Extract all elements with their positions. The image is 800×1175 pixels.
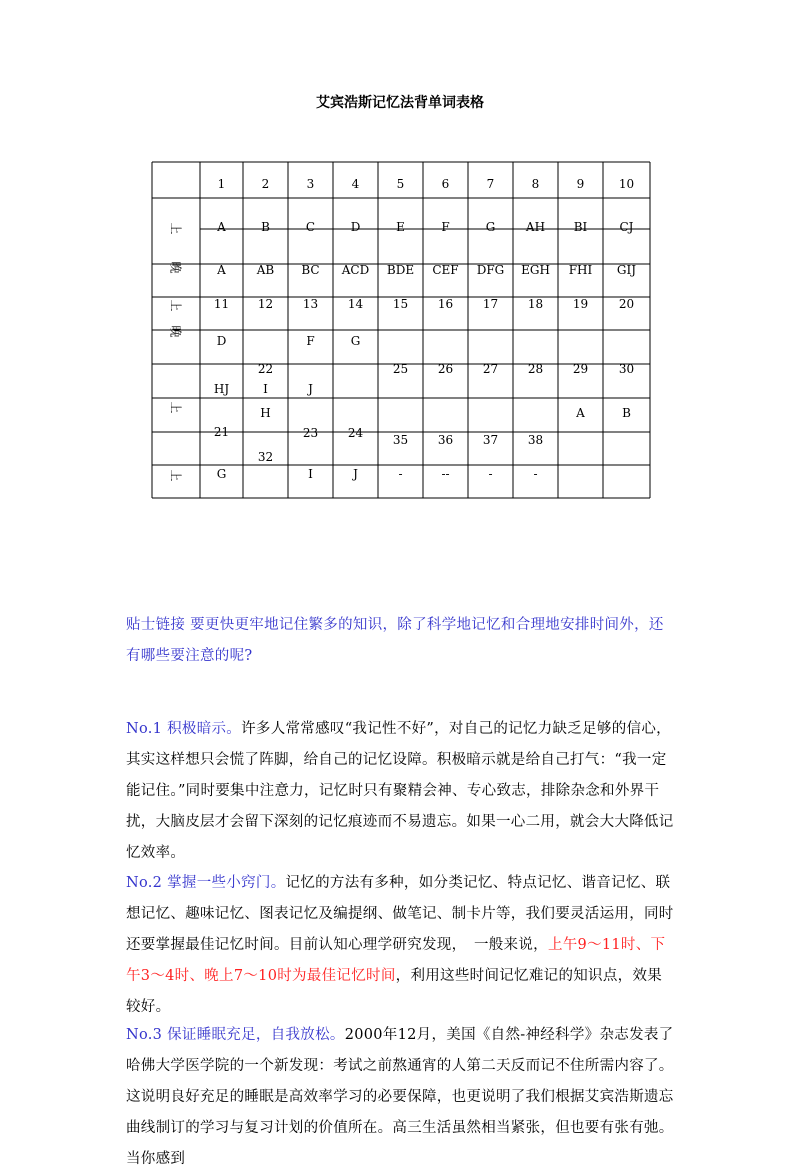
table-cell: 11 [213, 297, 230, 311]
table-cell: A [217, 263, 226, 277]
table-cell: 32 [257, 450, 274, 464]
table-cell: 35 [392, 433, 409, 447]
table-cell: E [396, 220, 405, 234]
tip-3 [126, 1020, 674, 1175]
table-cell: 19 [572, 297, 589, 311]
table-cell: 22 [257, 361, 274, 376]
tips-intro: 贴士链接 要更快更牢地记住繁多的知识，除了科学地记忆和合理地安排时间外，还有哪些要注意的呢? [126, 617, 664, 664]
tip-2 [126, 868, 674, 1023]
table-header-cell: 2 [261, 177, 270, 191]
table-cell: 晚 [168, 261, 183, 274]
table-cell: H [260, 405, 271, 420]
tip-2-body: 记忆的方法有多种，如分类记忆、特点记忆、谐音记忆、联想记忆、趣味记忆、图表记忆及编提纲、做笔记、制卡片等，我们要灵活运用，同时还要掌握最佳记忆时间。目前认知心理学研究发现， 一般来说， [126, 875, 674, 953]
table-cell: 29 [572, 361, 589, 376]
table-cell: GIJ [616, 263, 637, 277]
table-cell: 36 [437, 433, 454, 447]
tip-3-heading: No.3 保证睡眠充足，自我放松。 [126, 1027, 345, 1043]
table-cell: DFG [476, 263, 505, 277]
table-cell: G [485, 220, 496, 234]
table-cell: D [350, 220, 361, 234]
table-cell: 上 [168, 222, 183, 235]
page-title: 艾宾浩斯记忆法背单词表格 [316, 95, 484, 111]
table-cell: 28 [527, 361, 544, 376]
table-header-cell: 8 [531, 177, 540, 191]
table-cell: J [308, 382, 313, 396]
table-cell: BC [301, 263, 320, 277]
table-header-cell: 6 [441, 177, 450, 191]
table-cell: A [576, 405, 585, 420]
table-cell: C [305, 220, 316, 234]
tip-2-tail: ，利用这些时间记忆难记的知识点，效果较好。 [126, 968, 663, 1015]
table-cell: 15 [392, 297, 409, 311]
table-header-cell: 4 [351, 177, 360, 191]
table-cell: 上 [168, 401, 183, 414]
table-cell: 18 [527, 297, 544, 311]
table-header-cell: 3 [306, 177, 315, 191]
tip-3-body: 2000年12月，美国《自然-神经科学》杂志发表了哈佛大学医学院的一个新发现：考试之前熬通宵的人第二天反而记不住所需内容了。这说明良好充足的睡眠是高效率学习的必要保障，也更说明了我们根据艾宾浩斯遗忘曲线制订的学习与复习计划的价值所在。高三生活虽然相当紧张，但也要有张有弛。当你感到 [126, 1027, 674, 1167]
table-cell: F [441, 220, 450, 234]
table-cell: ACD [341, 263, 370, 277]
table-header-cell: 9 [576, 177, 585, 191]
table-header-cell: 5 [396, 177, 405, 191]
table-cell: 17 [482, 297, 499, 311]
table-cell: - [488, 467, 493, 481]
table-cell: I [263, 382, 268, 396]
table-cell: G [350, 334, 361, 349]
table-cell: 38 [527, 433, 544, 447]
table-cell: 27 [482, 361, 499, 376]
table-cell: CJ [619, 220, 634, 234]
table-cell: 晚 [168, 324, 183, 337]
table-cell: F [306, 334, 315, 349]
tip-1-body: 许多人常常感叹“我记性不好”，对自己的记忆力缺乏足够的信心，其实这样想只会慌了阵脚，给自己的记忆设障。积极暗示就是给自己打气：“我一定能记住。”同时要集中注意力，记忆时只有聚精会神、专心致志，排除杂念和外界干扰，大脑皮层才会留下深刻的记忆痕迹而不易遗忘。如果一心二用，就会大大降低记忆效率。 [126, 721, 674, 861]
table-cell: 25 [392, 361, 409, 376]
table-cell: HJ [213, 382, 230, 396]
table-cell: B [622, 405, 631, 420]
table-cell: 12 [257, 297, 274, 311]
table-cell: 上 [168, 299, 183, 312]
table-cell: 16 [437, 297, 454, 311]
table-cell: 13 [302, 297, 319, 311]
table-cell: - [398, 467, 403, 481]
table-header-cell: 1 [217, 177, 226, 191]
table-cell: G [216, 467, 227, 481]
table-cell: - [533, 467, 538, 481]
table-cell: EGH [521, 263, 550, 277]
table-header-cell: 10 [618, 177, 635, 191]
table-cell: J [353, 467, 358, 481]
table-cell: D [216, 334, 227, 349]
table-cell: BI [573, 220, 588, 234]
tip-2-heading: No.2 掌握一些小窍门。 [126, 875, 286, 891]
table-cell: -- [441, 467, 450, 481]
tip-2-highlight: 上午9～11时、下午3～4时、晚上7～10时为最佳记忆时间 [126, 937, 666, 984]
table-cell: 21 [213, 424, 230, 439]
table-cell: A [217, 220, 226, 234]
table-cell: FHI [568, 263, 593, 277]
table-cell: BDE [386, 263, 415, 277]
table-header-cell: 7 [486, 177, 495, 191]
table-cell: 24 [347, 426, 364, 441]
table-cell: CEF [432, 263, 459, 277]
table-cell: 20 [618, 297, 635, 311]
tip-1 [126, 714, 674, 869]
table-cell: I [308, 467, 313, 481]
table-cell: AB [256, 263, 275, 277]
table-cell: 上 [168, 469, 183, 482]
table-cell: 23 [302, 426, 319, 441]
table-cell: 26 [437, 361, 454, 376]
tip-1-heading: No.1 积极暗示。 [126, 721, 242, 737]
table-cell: AH [525, 220, 546, 234]
table-cell: B [261, 220, 270, 234]
table-cell: 14 [347, 297, 364, 311]
table-cell: 37 [482, 433, 499, 447]
table-cell: 30 [618, 361, 635, 376]
